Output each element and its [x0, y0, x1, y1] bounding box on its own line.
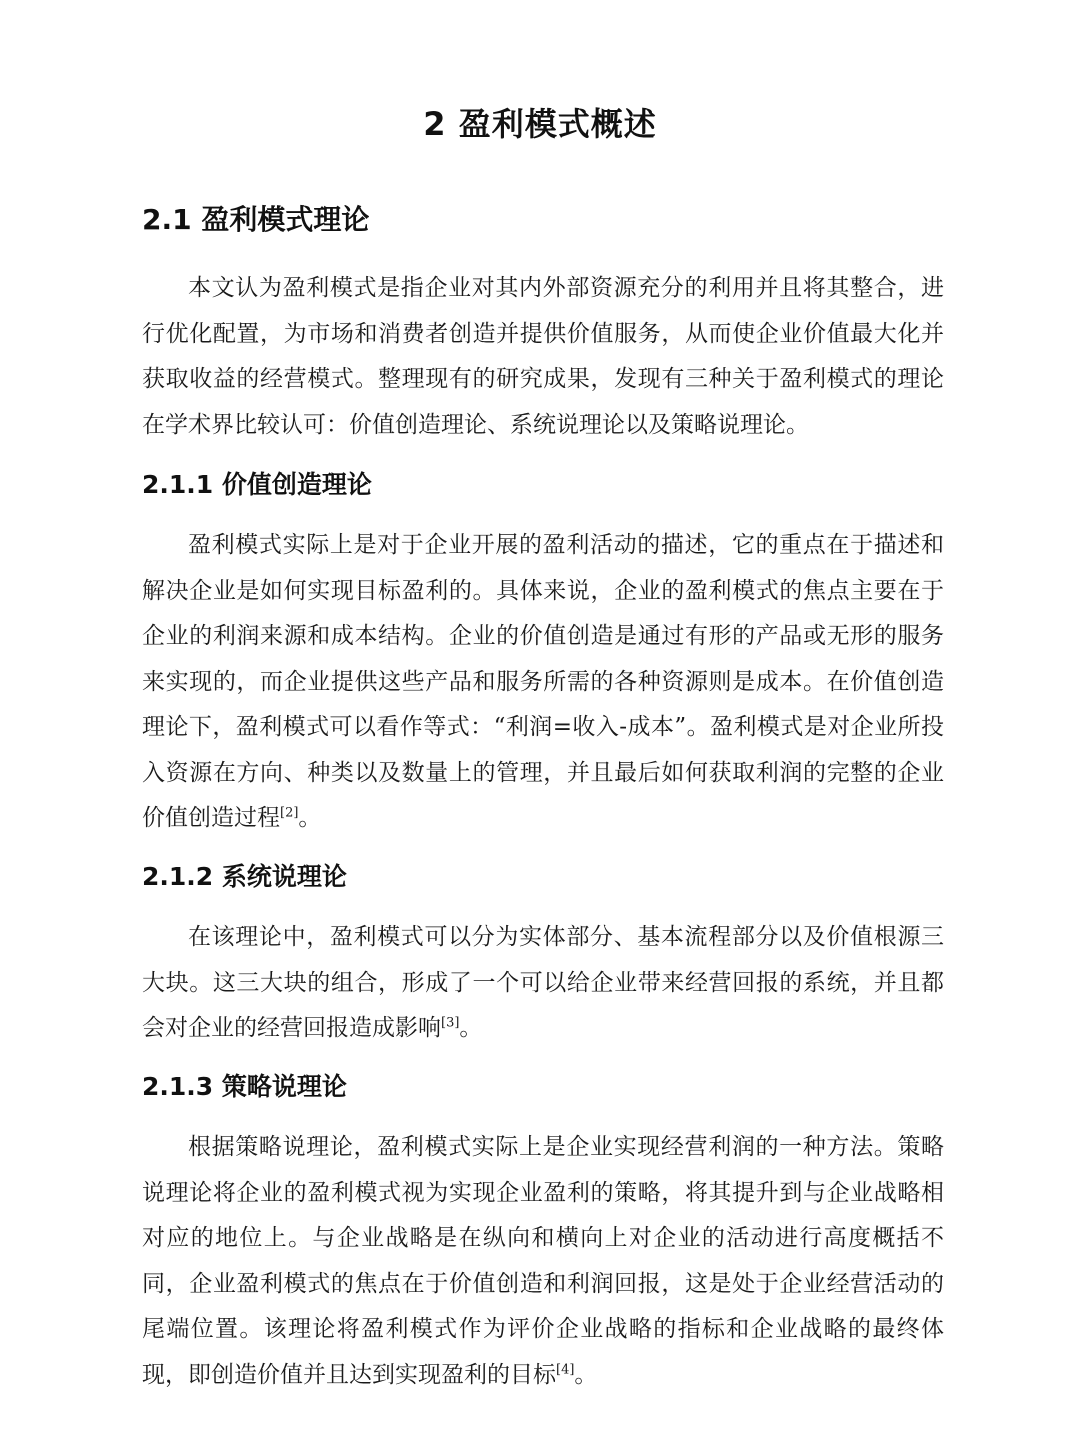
section-2-1-3-end: 。: [574, 1361, 598, 1388]
section-2-1-title: 2.1 盈利模式理论: [142, 203, 370, 236]
section-2-1-2-text: 在该理论中，盈利模式可以分为实体部分、基本流程部分以及价值根源三大块。这三大块的组合，形成了一个可以给企业带来经营回报的系统，并且都会对企业的经营回报造成影响: [142, 924, 944, 1041]
citation-4: [4]: [556, 1361, 575, 1377]
citation-2: [2]: [280, 805, 299, 821]
section-2-1-paragraph: [142, 266, 944, 448]
citation-3: [3]: [441, 1015, 460, 1031]
section-2-1-2-end: 。: [459, 1015, 483, 1041]
section-2-1-1-end: 。: [298, 805, 322, 831]
chapter-title: 2 盈利模式概述: [423, 105, 657, 143]
section-2-1-3-title: 2.1.3 策略说理论: [142, 1072, 347, 1101]
section-2-1-1-text: 盈利模式实际上是对于企业开展的盈利活动的描述，它的重点在于描述和解决企业是如何实现目标盈利的。具体来说，企业的盈利模式的焦点主要在于企业的利润来源和成本结构。企业的价值创造是通过有形的产品或无形的服务来实现的，而企业提供这些产品和服务所需的各种资源则是成本。在价值创造理论下，盈利模式可以看作等式：“利润=收入-成本”。盈利模式是对企业所投入资源在方向、种类以及数量上的管理，并且最后如何获取利润的完整的企业价值创造过程: [142, 532, 944, 831]
section-2-1-3-paragraph: [142, 1125, 944, 1398]
section-2-1-1-paragraph: [142, 523, 944, 842]
section-2-1-1-title: 2.1.1 价值创造理论: [142, 470, 372, 499]
section-2-1-3-text: 根据策略说理论，盈利模式实际上是企业实现经营利润的一种方法。策略说理论将企业的盈利模式视为实现企业盈利的策略，将其提升到与企业战略相对应的地位上。与企业战略是在纵向和横向上对企业的活动进行高度概括不同，企业盈利模式的焦点在于价值创造和利润回报，这是处于企业经营活动的尾端位置。该理论将盈利模式作为评价企业战略的指标和企业战略的最终体现，即创造价值并且达到实现盈利的目标: [142, 1134, 944, 1388]
section-2-1-text: 本文认为盈利模式是指企业对其内外部资源充分的利用并且将其整合，进行优化配置，为市场和消费者创造并提供价值服务，从而使企业价值最大化并获取收益的经营模式。整理现有的研究成果，发现有三种关于盈利模式的理论在学术界比较认可：价值创造理论、系统说理论以及策略说理论。: [142, 275, 944, 438]
section-2-1-2-title: 2.1.2 系统说理论: [142, 862, 347, 891]
section-2-1-2-paragraph: [142, 915, 944, 1052]
